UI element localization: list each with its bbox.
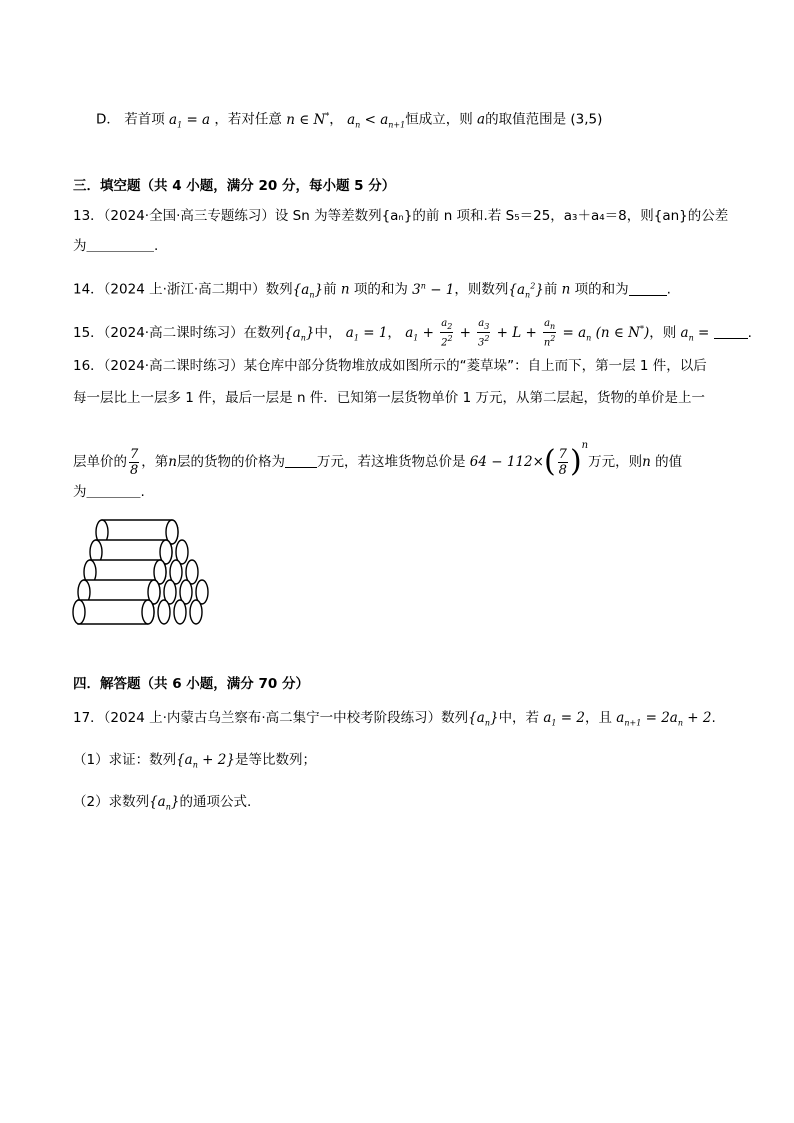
log-pile-figure [72, 510, 212, 632]
question-17-part-1: （1）求证：数列$\{a_n + 2\}$是等比数列； [73, 752, 316, 770]
answer-blank[interactable] [714, 324, 748, 339]
question-16-line-2: 每一层比上一层多 1 件，最后一层是 n 件．已知第一层货物单价 1 万元，从第二层起，货物的单价是上一 [73, 390, 705, 406]
question-16-line-3: 层单价的 $\frac{7}{8}$ ，第n层的货物的价格为 万元，若这堆货物总价是 64 − 112×( $\frac{7}{8}$ )$^n$万元，则n 的值 [73, 440, 683, 479]
question-14: 14．（2024 上·浙江·高二期中）数列$\{a_n\}$前 n 项的和为 $3^n - 1$，则数列$\{a_n^2\}$前 n 项的和为 . [73, 281, 671, 300]
section-title: 四．解答题（共 6 小题，满分 70 分） [73, 676, 309, 692]
question-13-line-2: 为＿＿＿＿＿. [73, 238, 159, 254]
answer-blank[interactable] [285, 453, 317, 468]
option-label: D． [96, 111, 120, 128]
question-17: 17．（2024 上·内蒙古乌兰察布·高二集宁一中校考阶段练习）数列$\{a_n\}$中，若 $a_1 = 2$，且 $a_{n+1} = 2a_n + 2$. [73, 710, 716, 728]
question-13-line-1: 13．（2024·全国·高三专题练习）设 Sn 为等差数列{aₙ}的前 n 项和.若 S₅＝25，a₃＋a₄＝8，则{an}的公差 [73, 208, 729, 224]
range-value: (3,5) [570, 111, 603, 128]
answer-blank[interactable] [629, 281, 667, 296]
section-title: 三．填空题（共 4 小题，满分 20 分，每小题 5 分） [73, 178, 396, 194]
question-17-part-2: （2）求数列$\{a_n\}$的通项公式. [73, 794, 252, 812]
question-16-line-4: 为＿＿＿＿. [73, 484, 145, 500]
question-16-line-1: 16．（2024·高二课时练习）某仓库中部分货物堆放成如图所示的“菱草垛”：自上而下，第一层 1 件，以后 [73, 358, 707, 374]
question-15: 15．（2024·高二课时练习）在数列$\{a_n\}$中， $a_1 = 1$， $a_1$ + $\frac{a_2}{2^2}$ + $\frac{a_3}{3^2}$ + L + $\frac{a_n}{n^2}$ = $a_n$ (n ∈ N*)，则 $a_n$ = . [73, 318, 752, 349]
option-d: D． 若首项 $a_1 = a$ ，若对任意 n ∈ N*， $a_n < a_{n+1}$恒成立，则 a的取值范围是 (3,5) [96, 111, 603, 130]
